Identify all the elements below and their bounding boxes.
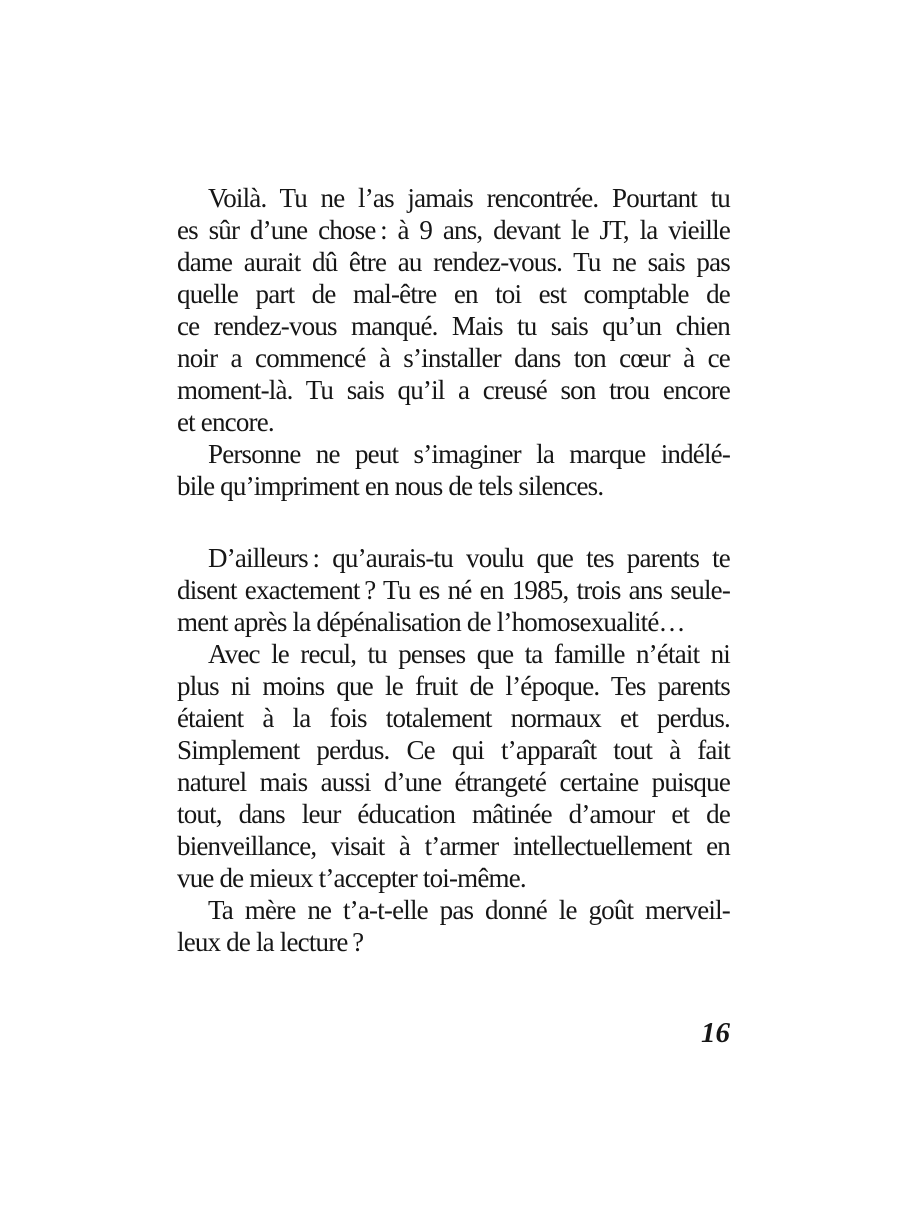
text-line: Ta mère ne t’a-t-elle pas donné le goût merveil-: [208, 895, 730, 925]
text-line: Avec le recul, tu penses que ta famille n’était ni: [208, 639, 730, 669]
text-line: bienveillance, visait à t’armer intellectuellement en: [177, 831, 730, 861]
text-line: vue de mieux t’accepter toi-même.: [177, 863, 526, 893]
text-line: ce rendez-vous manqué. Mais tu sais qu’un chien: [177, 311, 730, 341]
text-line: Simplement perdus. Ce qui t’apparaît tout à fait: [177, 735, 730, 765]
para-personne: [177, 438, 730, 502]
text-line: bile qu’impriment en nous de tels silences.: [177, 471, 604, 501]
text-line: es sûr d’une chose : à 9 ans, devant le JT, la vieille: [177, 215, 730, 245]
text-line: D’ailleurs : qu’aurais-tu voulu que tes parents te: [208, 543, 730, 573]
text-line: disent exactement ? Tu es né en 1985, trois ans seule-: [177, 575, 730, 605]
text-column: [177, 182, 730, 958]
text-line: quelle part de mal-être en toi est comptable de: [177, 279, 730, 309]
text-line: Personne ne peut s’imaginer la marque indélé-: [208, 439, 730, 469]
text-line: leux de la lecture ?: [177, 927, 364, 957]
text-line: ment après la dépénalisation de l’homosexualité…: [177, 607, 685, 637]
text-line: noir a commencé à s’installer dans ton cœur à ce: [177, 343, 730, 373]
para-dailleurs: [177, 542, 730, 638]
text-line: dame aurait dû être au rendez-vous. Tu ne sais pas: [177, 247, 730, 277]
text-line: plus ni moins que le fruit de l’époque. Tes parents: [177, 671, 730, 701]
text-line: et encore.: [177, 407, 274, 437]
text-line: tout, dans leur éducation mâtinée d’amour et de: [177, 799, 730, 829]
text-line: naturel mais aussi d’une étrangeté certaine puisque: [177, 767, 730, 797]
para-ta-mere: [177, 894, 730, 958]
text-line: Voilà. Tu ne l’as jamais rencontrée. Pourtant tu: [208, 183, 730, 213]
para-voila: [177, 182, 730, 438]
text-line: moment-là. Tu sais qu’il a creusé son trou encore: [177, 375, 730, 405]
para-avec-le-recul: [177, 638, 730, 894]
page-number: 16: [701, 1017, 730, 1049]
text-line: étaient à la fois totalement normaux et perdus.: [177, 703, 730, 733]
